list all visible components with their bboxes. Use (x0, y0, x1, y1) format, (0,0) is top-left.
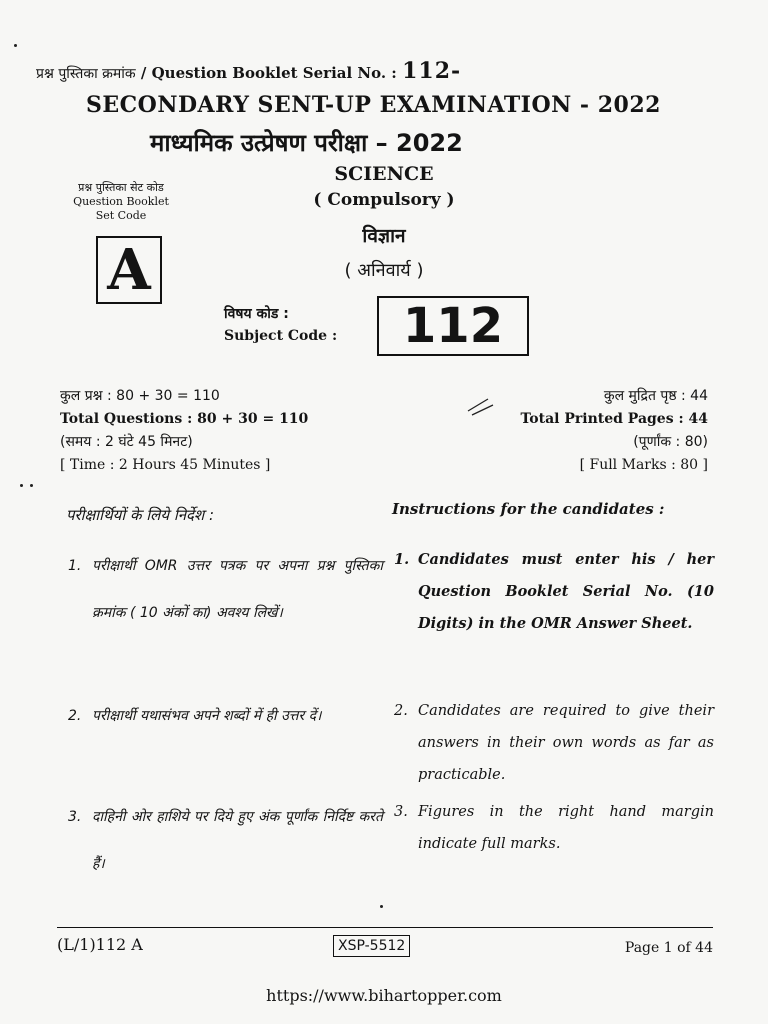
instruction-text-english: Candidates must enter his / her Question Booklet Serial No. (10 Digits) in the OMR Answer Sheet. (418, 551, 714, 632)
instruction-text-hindi: परीक्षार्थी OMR उत्तर पत्रक पर अपना प्रश्न पुस्तिका क्रमांक ( 10 अंकों का) अवश्य लिखें। (92, 558, 383, 621)
subject-code-label-hindi: विषय कोड : (224, 306, 289, 322)
instruction-number: 1. (68, 558, 82, 574)
time-hindi: (समय : 2 घंटे 45 मिनट) (60, 434, 193, 450)
set-code-value: A (107, 237, 151, 303)
instruction-number: 2. (394, 703, 408, 719)
meta-left (60, 385, 308, 477)
instruction-item-english (394, 796, 714, 860)
meta-right (520, 385, 708, 477)
subject-code-value: 112 (402, 298, 504, 354)
instruction-text-hindi: परीक्षार्थी यथासंभव अपने शब्दों में ही उत्तर दें। (92, 708, 322, 724)
set-code-label-hindi: प्रश्न पुस्तिका सेट कोड (78, 181, 164, 194)
instructions-heading-english: Instructions for the candidates : (392, 500, 665, 518)
subject-code-label (224, 303, 337, 347)
series-code-box: XSP-5512 (333, 935, 410, 957)
printed-pages-english: Total Printed Pages : 44 (520, 411, 708, 427)
set-code-label-english-2: Set Code (95, 209, 147, 222)
instruction-number: 3. (394, 804, 408, 820)
instruction-text-english: Candidates are required to give their answers in their own words as far as practicable. (418, 703, 714, 783)
subject-name-hindi: विज्ञान (362, 225, 406, 247)
subject-name-english: SCIENCE (334, 163, 434, 185)
serial-number: 112- (402, 58, 462, 84)
instruction-item-hindi (68, 693, 383, 740)
full-marks-english: [ Full Marks : 80 ] (579, 457, 708, 473)
instruction-text-hindi: दाहिनी ओर हाशिये पर दिये हुए अंक पूर्णांक निर्दिष्ट करते हैं। (92, 809, 383, 872)
exam-title-english: SECONDARY SENT-UP EXAMINATION - 2022 (86, 92, 661, 118)
instruction-item-hindi (68, 543, 383, 637)
scan-speck (30, 484, 33, 487)
website-url[interactable]: https://www.bihartopper.com (266, 986, 502, 1005)
subject-compulsory-english: ( Compulsory ) (313, 190, 455, 210)
serial-label-english: / Question Booklet Serial No. : (140, 64, 397, 82)
set-code-label-english-1: Question Booklet (73, 195, 169, 208)
footer-divider (57, 927, 713, 928)
subject-code-label-english: Subject Code : (224, 328, 338, 344)
paper-code: (L/1)112 A (57, 935, 143, 954)
subject-code-box (377, 296, 529, 356)
instruction-item-hindi (68, 794, 383, 888)
printed-pages-hindi: कुल मुद्रित पृष्ठ : 44 (603, 388, 708, 404)
serial-number-line (36, 58, 461, 84)
total-questions-english: Total Questions : 80 + 30 = 110 (60, 411, 309, 427)
serial-label-hindi: प्रश्न पुस्तिका क्रमांक (36, 66, 136, 82)
exam-title-hindi: माध्यमिक उत्प्रेषण परीक्षा – 2022 (150, 129, 463, 157)
instruction-item-english (394, 544, 714, 640)
total-questions-hindi: कुल प्रश्न : 80 + 30 = 110 (60, 388, 220, 404)
instruction-number: 1. (394, 551, 410, 568)
instruction-number: 2. (68, 708, 82, 724)
instruction-number: 3. (68, 809, 82, 825)
scan-speck (380, 905, 383, 908)
instruction-text-english: Figures in the right hand margin indicate full marks. (418, 804, 714, 852)
scan-speck (20, 484, 23, 487)
pen-tick-mark (466, 393, 496, 417)
instructions-heading-hindi: परीक्षार्थियों के लिये निर्देश : (66, 506, 215, 524)
instruction-item-english (394, 695, 714, 791)
full-marks-hindi: (पूर्णांक : 80) (633, 434, 708, 450)
subject-compulsory-hindi: ( अनिवार्य ) (344, 260, 424, 281)
page-number: Page 1 of 44 (624, 940, 713, 956)
time-english: [ Time : 2 Hours 45 Minutes ] (60, 457, 271, 473)
scan-speck (14, 44, 17, 47)
